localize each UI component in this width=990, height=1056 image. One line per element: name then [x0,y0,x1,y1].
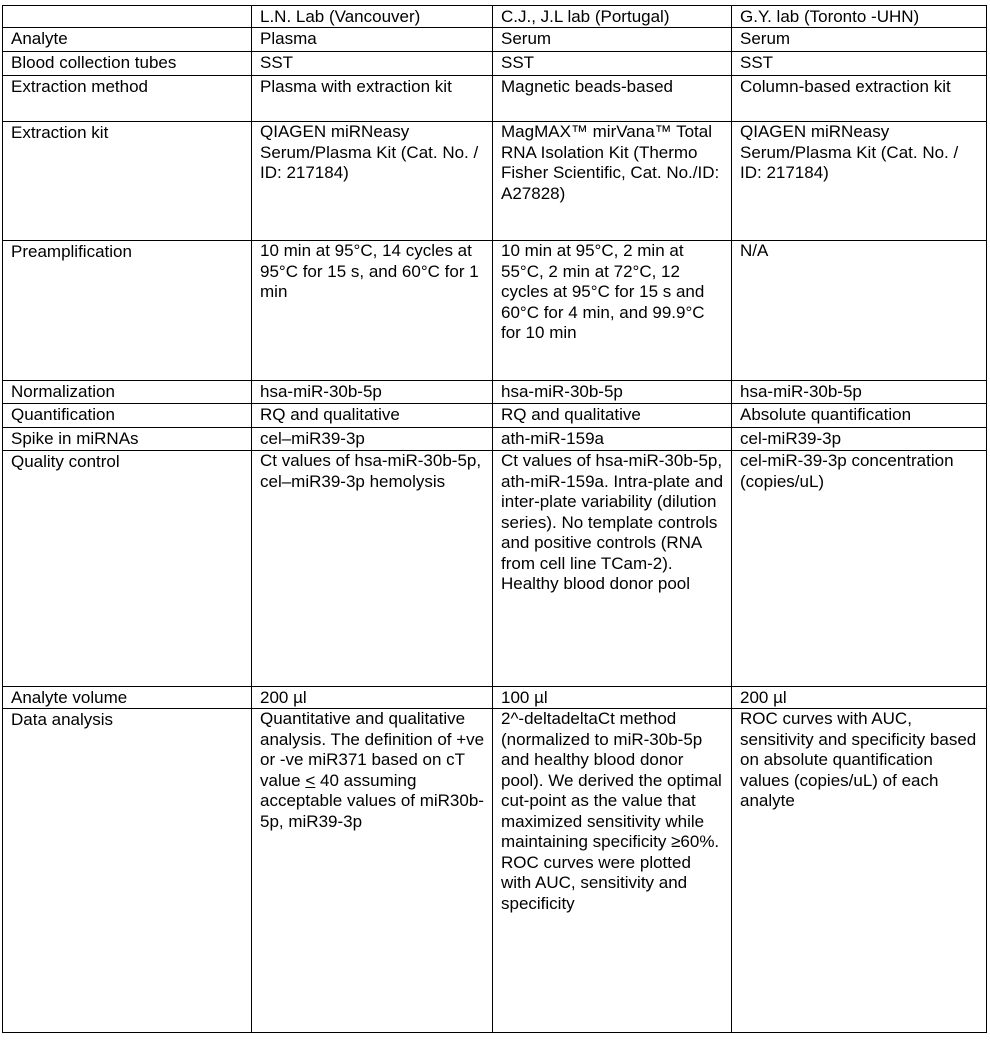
table-cell: RQ and qualitative [252,404,493,428]
row-label: Data analysis [3,709,252,1033]
header-lab-vancouver: L.N. Lab (Vancouver) [252,6,493,28]
table-cell: SST [493,52,732,76]
row-label: Extraction kit [3,122,252,241]
table-cell: 200 µl [252,687,493,709]
cell-text: 40 assuming acceptable values of miR30b-5p, miR39-3p [260,770,484,831]
table-cell: N/A [732,241,987,381]
table-cell: QIAGEN miRNeasy Serum/Plasma Kit (Cat. No. / ID: 217184) [252,122,493,241]
row-label: Spike in miRNAs [3,428,252,451]
row-label: Quantification [3,404,252,428]
table-cell: ROC curves with AUC, sensitivity and specificity based on absolute quantification values (copies/uL) of each analyte [732,709,987,1033]
table-row [3,381,987,404]
table-row [3,428,987,451]
table-cell [252,709,493,1033]
row-label: Quality control [3,451,252,687]
table-cell: hsa-miR-30b-5p [252,381,493,404]
header-lab-portugal: C.J., J.L lab (Portugal) [493,6,732,28]
table-row [3,451,987,687]
table-row [3,241,987,381]
table-cell: cel-miR39-3p [732,428,987,451]
table-cell: 200 µl [732,687,987,709]
table-cell: hsa-miR-30b-5p [732,381,987,404]
header-row [3,6,987,28]
row-label: Preamplification [3,241,252,381]
table-cell: 100 µl [493,687,732,709]
table-cell: ath-miR-159a [493,428,732,451]
cell-text: Quantitative and qualitative analysis. The definition of +ve or -ve miR371 based on cT value [260,709,485,790]
row-label: Extraction method [3,76,252,122]
table-cell: Absolute quantification [732,404,987,428]
table-cell: Column-based extraction kit [732,76,987,122]
comparison-table [2,5,987,1033]
row-label: Blood collection tubes [3,52,252,76]
table-cell: 10 min at 95°C, 14 cycles at 95°C for 15 s, and 60°C for 1 min [252,241,493,381]
header-corner-cell [3,6,252,28]
table-row [3,687,987,709]
table-cell: Serum [732,28,987,52]
less-than-or-equal-symbol: < [305,770,316,790]
row-label: Analyte [3,28,252,52]
table-cell: cel–miR39-3p [252,428,493,451]
table-cell: Serum [493,28,732,52]
table-row [3,76,987,122]
table-cell: Plasma with extraction kit [252,76,493,122]
table-cell: Ct values of hsa-miR-30b-5p, cel–miR39-3p hemolysis [252,451,493,687]
table-cell: MagMAX™ mirVana™ Total RNA Isolation Kit (Thermo Fisher Scientific, Cat. No./ID: A27828) [493,122,732,241]
table-cell: SST [252,52,493,76]
header-lab-toronto: G.Y. lab (Toronto -UHN) [732,6,987,28]
table-cell: RQ and qualitative [493,404,732,428]
table-cell: QIAGEN miRNeasy Serum/Plasma Kit (Cat. No. / ID: 217184) [732,122,987,241]
table-cell: Magnetic beads-based [493,76,732,122]
table-row [3,52,987,76]
row-label: Normalization [3,381,252,404]
table-cell: SST [732,52,987,76]
row-label: Analyte volume [3,687,252,709]
table-row [3,122,987,241]
table-cell: Ct values of hsa-miR-30b-5p, ath-miR-159a. Intra-plate and inter-plate variability (dilution series). No template controls and positive controls (RNA from cell line TCam-2). Healthy blood donor pool [493,451,732,687]
table-cell: hsa-miR-30b-5p [493,381,732,404]
table-cell: 10 min at 95°C, 2 min at 55°C, 2 min at 72°C, 12 cycles at 95°C for 15 s and 60°C for 4 min, and 99.9°C for 10 min [493,241,732,381]
table-row [3,28,987,52]
table-cell: 2^-deltadeltaCt method (normalized to miR-30b-5p and healthy blood donor pool). We derived the optimal cut-point as the value that maximized sensitivity while maintaining specificity ≥60%. ROC curves were plotted with AUC, sensitivity and specificity [493,709,732,1033]
table-row [3,404,987,428]
table-cell: Plasma [252,28,493,52]
table-cell: cel-miR-39-3p concentration (copies/uL) [732,451,987,687]
table-row [3,709,987,1033]
